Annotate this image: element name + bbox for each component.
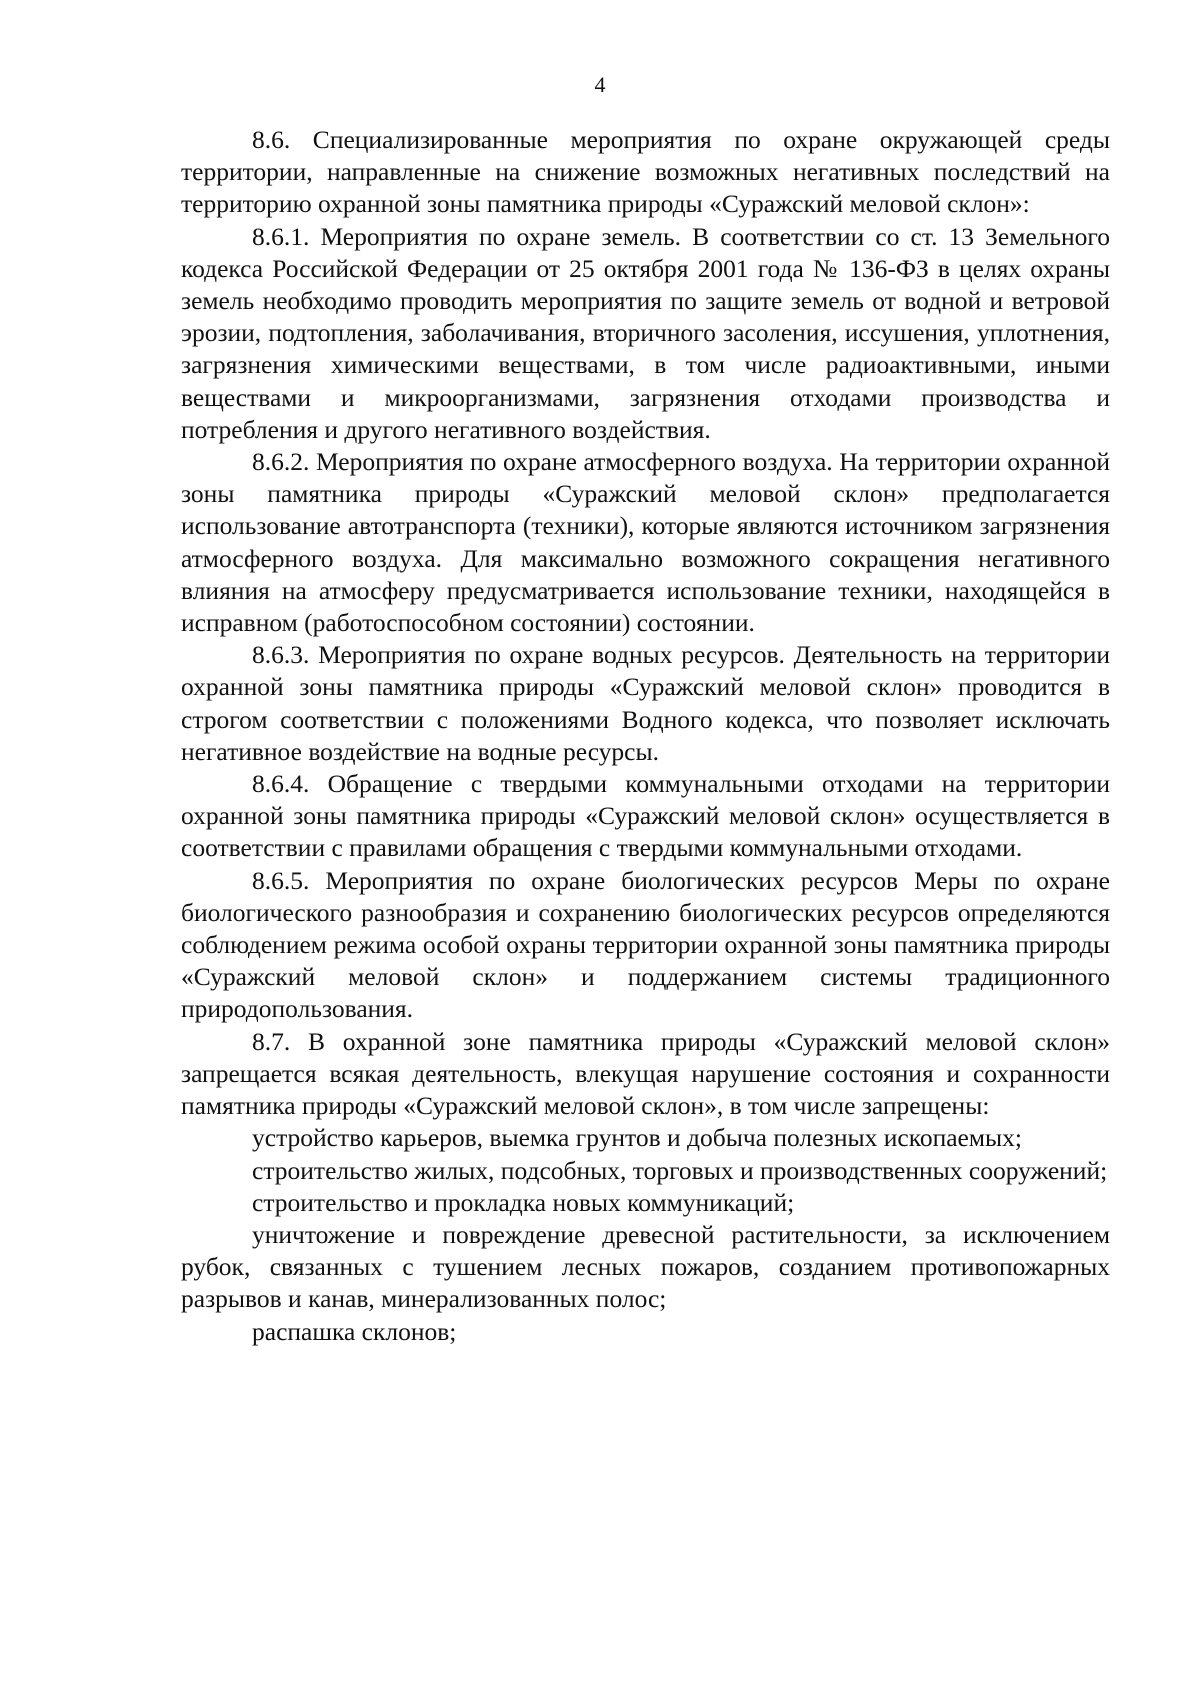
- paragraph-8-6-3: 8.6.3. Мероприятия по охране водных ресурсов. Деятельность на территории охранной зоны памятника природы «Суражский меловой склон» проводится в строгом соответствии с положениями Водного кодекса, что позволяет исключать негативное воздействие на водные ресурсы.: [181, 640, 1110, 766]
- paragraph-8-6-4: 8.6.4. Обращение с твердыми коммунальными отходами на территории охранной зоны памятника природы «Суражский меловой склон» осуществляется в соответствии с правилами обращения с твердыми коммунальными отходами.: [181, 769, 1110, 863]
- list-item: распашка склонов;: [252, 1316, 457, 1346]
- list-item: строительство и прокладка новых коммуникаций;: [252, 1187, 795, 1217]
- list-item: устройство карьеров, выемка грунтов и добыча полезных ископаемых;: [252, 1123, 1022, 1153]
- document-body: [181, 124, 1110, 1348]
- paragraph-8-6: 8.6. Специализированные мероприятия по охране окружающей среды территории, направленные на снижение возможных негативных последствий на территорию охранной зоны памятника природы «Суражский меловой склон»:: [181, 125, 1110, 219]
- paragraph-8-6-5: 8.6.5. Мероприятия по охране биологических ресурсов Меры по охране биологического разнообразия и сохранению биологических ресурсов определяются соблюдением режима особой охраны территории охранной зоны памятника природы «Суражский меловой склон» и поддержанием системы традиционного природопользования.: [181, 865, 1110, 1024]
- list-item: уничтожение и повреждение древесной растительности, за исключением рубок, связанных с тушением лесных пожаров, созданием противопожарных разрывов и канав, минерализованных полос;: [181, 1219, 1110, 1314]
- paragraph-8-7: 8.7. В охранной зоне памятника природы «Суражский меловой склон» запрещается всякая деятельность, влекущая нарушение состояния и сохранности памятника природы «Суражский меловой склон», в том числе запрещены:: [181, 1026, 1110, 1121]
- paragraph-8-6-2: 8.6.2. Мероприятия по охране атмосферного воздуха. На территории охранной зоны памятника природы «Суражский меловой склон» предполагается использование автотранспорта (техники), которые являются источником загрязнения атмосферного воздуха. Для максимально возможного сокращения негативного влияния на атмосферу предусматривается использование техники, находящейся в исправном (работоспособном состоянии) состоянии.: [181, 447, 1110, 638]
- list-item: строительство жилых, подсобных, торговых и производственных сооружений;: [252, 1155, 1108, 1185]
- paragraph-8-6-1: 8.6.1. Мероприятия по охране земель. В соответствии со ст. 13 Земельного кодекса Российской Федерации от 25 октября 2001 года № 136-ФЗ в целях охраны земель необходимо проводить мероприятия по защите земель от водной и ветровой эрозии, подтопления, заболачивания, вторичного засоления, иссушения, уплотнения, загрязнения химическими веществами, в том числе радиоактивными, иными веществами и микроорганизмами, загрязнения отходами производства и потребления и другого негативного воздействия.: [181, 221, 1110, 444]
- page-number: 4: [594, 72, 606, 97]
